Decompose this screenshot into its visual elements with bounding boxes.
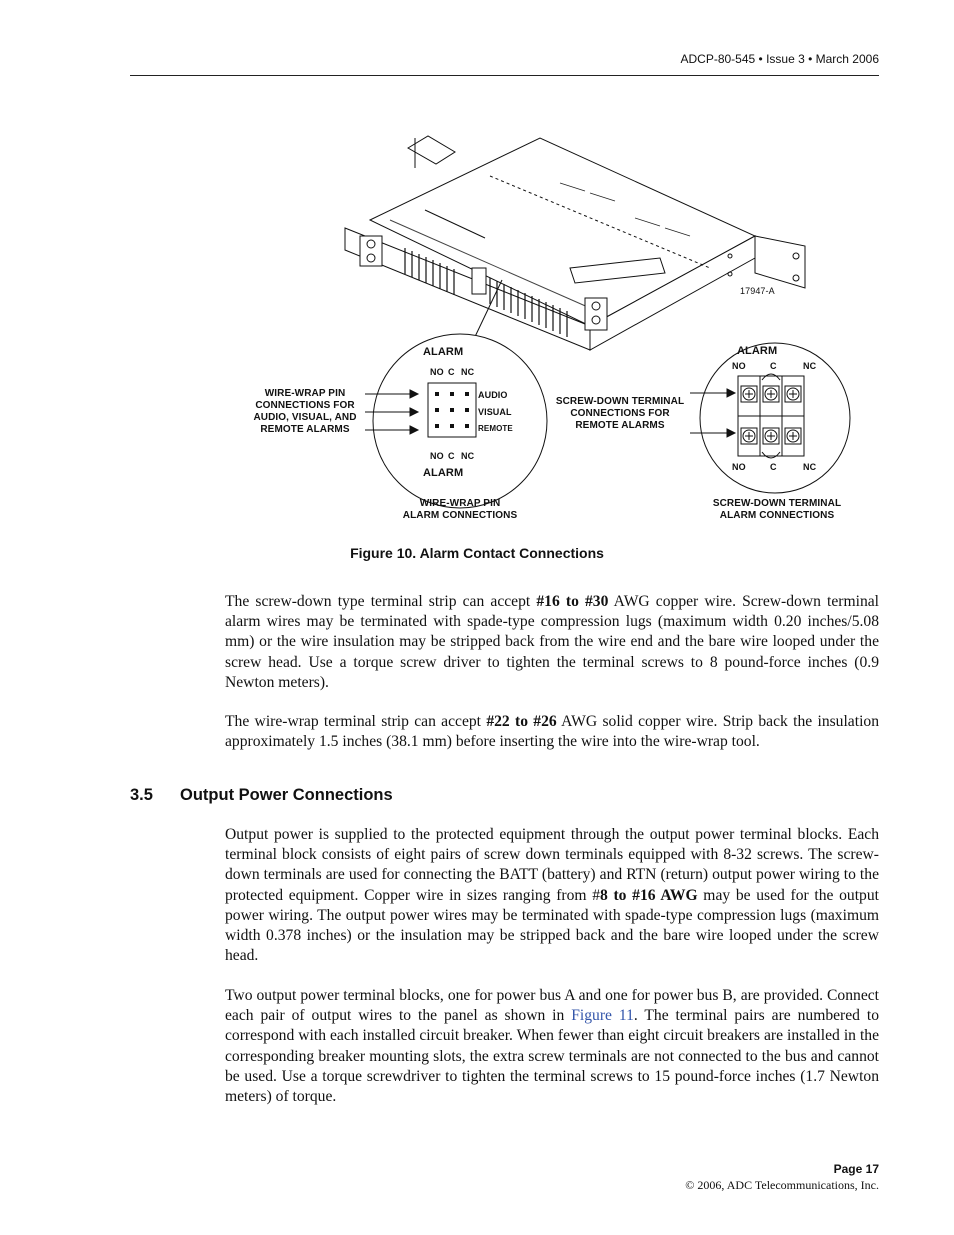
wirewrap-title: ALARM xyxy=(423,346,464,358)
screw-top-nc: NC xyxy=(803,361,817,371)
wirewrap-top-nc: NC xyxy=(461,367,475,377)
screw-bottom-nc: NC xyxy=(803,462,817,472)
paragraph-wire-wrap: The wire-wrap terminal strip can accept #22 to #26 AWG solid copper wire. Strip back the insulation approximately 1.5 inches (38.1 mm) before inserting the wire into the wire-wrap tool. xyxy=(225,713,879,751)
wirewrap-row-audio: AUDIO xyxy=(478,390,508,400)
screw-top-no: NO xyxy=(732,361,746,371)
wirewrap-detail xyxy=(365,334,547,508)
header-rule xyxy=(130,75,879,76)
callout-screw-down-alarm: SCREW-DOWN TERMINAL ALARM CONNECTIONS xyxy=(712,498,842,521)
screw-title: ALARM xyxy=(737,345,778,357)
footer-page-number: Page 17 xyxy=(833,1162,879,1176)
paragraph-output-power: Output power is supplied to the protected equipment through the output power terminal blocks. Each terminal block consists of eight pairs of screw down terminals equipped with 8-32 screws. The screw-down terminals are used for connecting the BATT (battery) and RTN (return) output power wiring to the protected equipment. Copper wire in sizes ranging from #8 to #16 AWG may be used for the output power wiring. The output power wires may be terminated with spade-type compression lugs (maximum width 0.378 inches) or the insulation may be stripped back and the bare wire looped under the screw head. xyxy=(225,826,879,965)
chassis-drawing xyxy=(345,136,805,350)
footer-copyright: © 2006, ADC Telecommunications, Inc. xyxy=(685,1178,879,1192)
figure-11-link[interactable]: Figure 11 xyxy=(571,1007,634,1025)
paragraph-screw-down: The screw-down type terminal strip can accept #16 to #30 AWG copper wire. Screw-down terminal alarm wires may be terminated with spade-type compression lugs (maximum width 0.20 inches/5.08 mm) or the wire insulation may be stripped back from the wire end and the bare wire looped under the screw head. Use a torque screw driver to tighten the terminal screws to 8 pound-force inches (0.9 Newton meters). xyxy=(225,593,879,691)
wirewrap-top-c: C xyxy=(448,367,455,377)
section-number: 3.5 xyxy=(130,786,153,804)
callout-screw-down-connections: SCREW-DOWN TERMINAL CONNECTIONS FOR REMOTE ALARMS xyxy=(555,396,685,431)
alarm-contact-figure xyxy=(240,128,900,533)
wirewrap-row-visual: VISUAL xyxy=(478,407,512,417)
alarm-contact-drawing xyxy=(240,128,900,533)
section-title: Output Power Connections xyxy=(180,786,393,804)
figure-caption: Figure 10. Alarm Contact Connections xyxy=(350,545,604,561)
wirewrap-bottom-nc: NC xyxy=(461,451,475,461)
screw-bottom-c: C xyxy=(770,462,777,472)
callout-wirewrap-pin-connections: WIRE-WRAP PIN CONNECTIONS FOR AUDIO, VISUAL, AND REMOTE ALARMS xyxy=(253,388,357,435)
wirewrap-top-no: NO xyxy=(430,367,444,377)
wirewrap-bottom-c: C xyxy=(448,451,455,461)
wirewrap-bottom-no: NO xyxy=(430,451,444,461)
wirewrap-bottom-title: ALARM xyxy=(423,467,464,479)
paragraph-terminal-blocks: Two output power terminal blocks, one for power bus A and one for power bus B, are provided. Connect each pair of output wires to the panel as shown in Figure 11. The terminal pairs are numbered to correspond with each installed circuit breaker. When fewer than eight circuit breakers are installed in the corresponding breaker mounting slots, the extra screw terminals are not connected to the bus and cannot be used. Use a torque screwdriver to tighten the terminal screws to 15 pound-force inches (1.7 Newton meters) of torque. xyxy=(225,987,879,1106)
drawing-id: 17947-A xyxy=(740,286,775,296)
screw-top-c: C xyxy=(770,361,777,371)
screw-bottom-no: NO xyxy=(732,462,746,472)
callout-wirewrap-alarm: WIRE-WRAP PIN ALARM CONNECTIONS xyxy=(402,498,518,521)
wirewrap-row-remote: REMOTE xyxy=(478,424,513,433)
header-doc-id: ADCP-80-545 • Issue 3 • March 2006 xyxy=(680,52,879,66)
